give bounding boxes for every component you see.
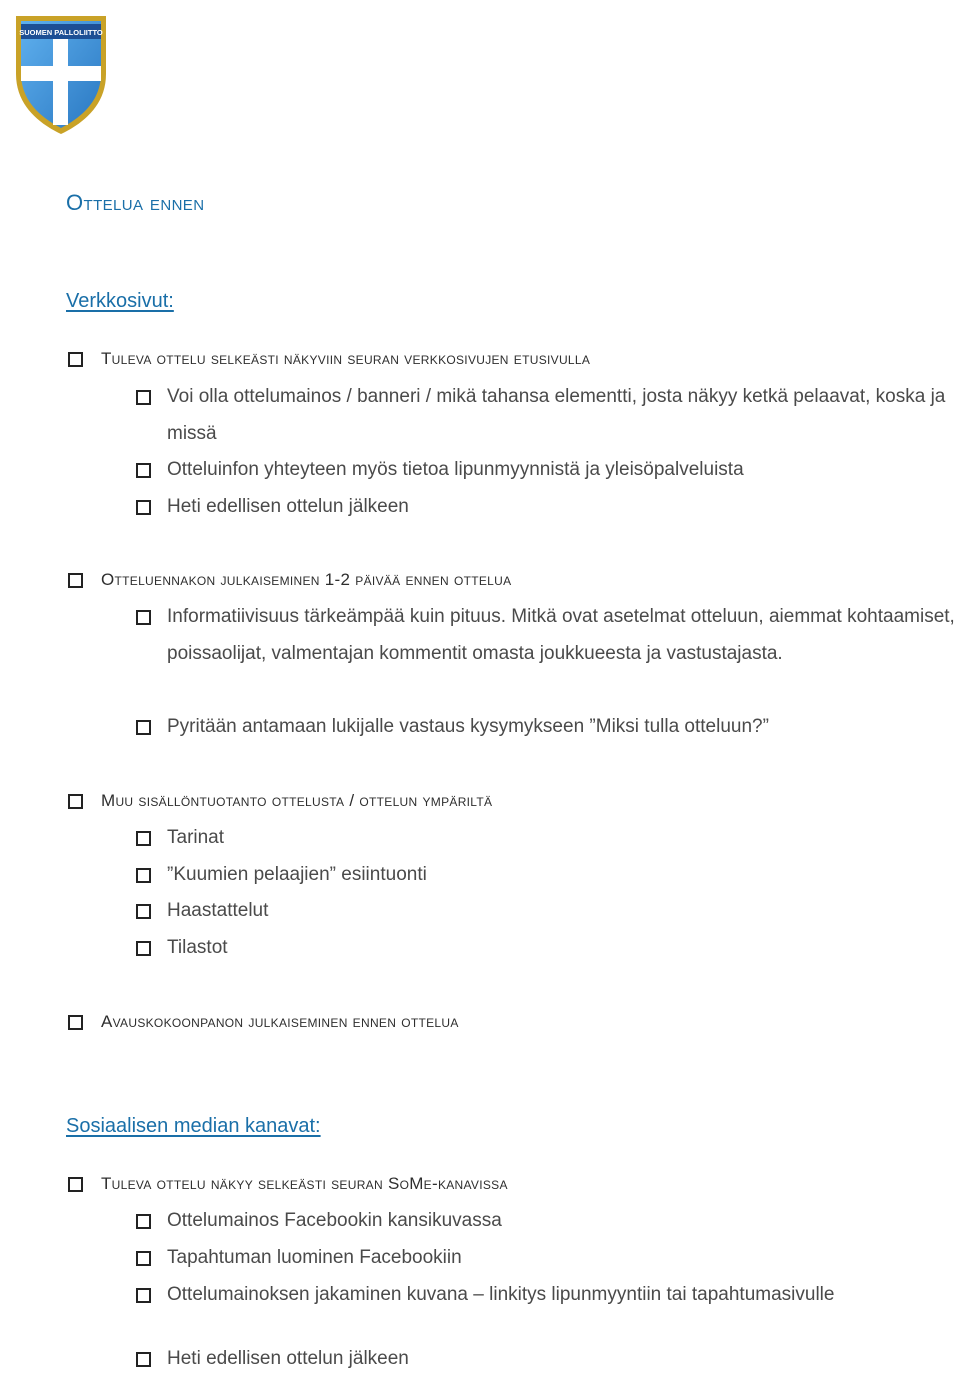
checkbox-icon[interactable] [68,794,83,809]
checklist-subitem[interactable] [134,1239,960,1276]
checklist-subitem-label: Tilastot [167,937,228,958]
checklist-subitem[interactable] [134,819,960,856]
checkbox-icon[interactable] [136,1214,151,1229]
checkbox-icon[interactable] [136,868,151,883]
checklist-subitem-label: Pyritään antamaan lukijalle vastaus kysymykseen ”Miksi tulla otteluun?” [167,716,769,737]
checklist-item-main[interactable] [68,1009,459,1035]
checklist-subitem-label: Voi olla ottelumainos / banneri / mikä tahansa elementti, josta näkyy ketkä pelaavat, koska ja missä [167,386,946,444]
checklist-subitem-label: Heti edellisen ottelun jälkeen [167,1348,409,1369]
section-heading-verkkosivut: Verkkosivut: [66,290,174,312]
checkbox-icon[interactable] [68,1015,83,1030]
checkbox-icon[interactable] [136,1251,151,1266]
checkbox-icon[interactable] [136,904,151,919]
checklist-item-main[interactable] [68,788,492,814]
checkbox-icon[interactable] [68,352,83,367]
checklist-subitem[interactable] [134,451,960,488]
checklist-item-label: Muu sisällöntuotanto ottelusta / ottelun ympäriltä [101,791,493,810]
page-title: Ottelua ennen [66,190,205,215]
checklist-subitem-label: Haastattelut [167,900,269,921]
checkbox-icon[interactable] [136,610,151,625]
checklist-subitem[interactable] [134,892,960,929]
checklist-subitem[interactable] [134,598,960,672]
suomen-palloliitto-logo [12,12,110,138]
logo-text: SUOMEN PALLOLIITTO [19,28,103,37]
section-heading-sosiaalinen-media: Sosiaalisen median kanavat: [66,1115,321,1137]
checkbox-icon[interactable] [136,720,151,735]
checklist-subitem-label: Informatiivisuus tärkeämpää kuin pituus. Mitkä ovat asetelmat otteluun, aiemmat kohtaamiset, poissaolijat, valmentajan kommentit omasta joukkueesta ja vastustajasta. [167,606,955,664]
checkbox-icon[interactable] [68,573,83,588]
checklist-item-main[interactable] [68,1171,508,1197]
checklist-item-label: Avauskokoonpanon julkaiseminen ennen ottelua [101,1012,459,1031]
checkbox-icon[interactable] [136,1288,151,1303]
checklist-item-label: Tuleva ottelu näkyy selkeästi seuran SoMe-kanavissa [101,1174,508,1193]
checklist-item-label: Otteluennakon julkaiseminen 1-2 päivää ennen ottelua [101,570,512,589]
checklist-subitem-label: ”Kuumien pelaajien” esiintuonti [167,864,427,885]
checkbox-icon[interactable] [136,390,151,405]
checkbox-icon[interactable] [136,500,151,515]
checklist-subitem[interactable] [134,1276,960,1313]
checkbox-icon[interactable] [136,831,151,846]
checklist-subitem-label: Otteluinfon yhteyteen myös tietoa lipunmyynnistä ja yleisöpalveluista [167,459,744,480]
checklist-subitem-label: Ottelumainoksen jakaminen kuvana – linkitys lipunmyyntiin tai tapahtumasivulle [167,1284,835,1305]
checkbox-icon[interactable] [136,941,151,956]
checklist-subitem[interactable] [134,708,960,745]
checklist-subitem-label: Heti edellisen ottelun jälkeen [167,496,409,517]
checklist-item-main[interactable] [68,346,590,372]
checklist-subitem-label: Tarinat [167,827,225,848]
checklist-subitem[interactable] [134,1340,960,1377]
checklist-subitem[interactable] [134,378,960,452]
checklist-item-label: Tuleva ottelu selkeästi näkyviin seuran verkkosivujen etusivulla [101,349,591,368]
checklist-subitem[interactable] [134,856,960,893]
checklist-item-main[interactable] [68,567,511,593]
checklist-subitem[interactable] [134,929,960,966]
checklist-subitem[interactable] [134,488,960,525]
checklist-subitem[interactable] [134,1202,960,1239]
checkbox-icon[interactable] [68,1177,83,1192]
checkbox-icon[interactable] [136,463,151,478]
checklist-subitem-label: Ottelumainos Facebookin kansikuvassa [167,1210,502,1231]
checkbox-icon[interactable] [136,1352,151,1367]
checklist-subitem-label: Tapahtuman luominen Facebookiin [167,1247,462,1268]
